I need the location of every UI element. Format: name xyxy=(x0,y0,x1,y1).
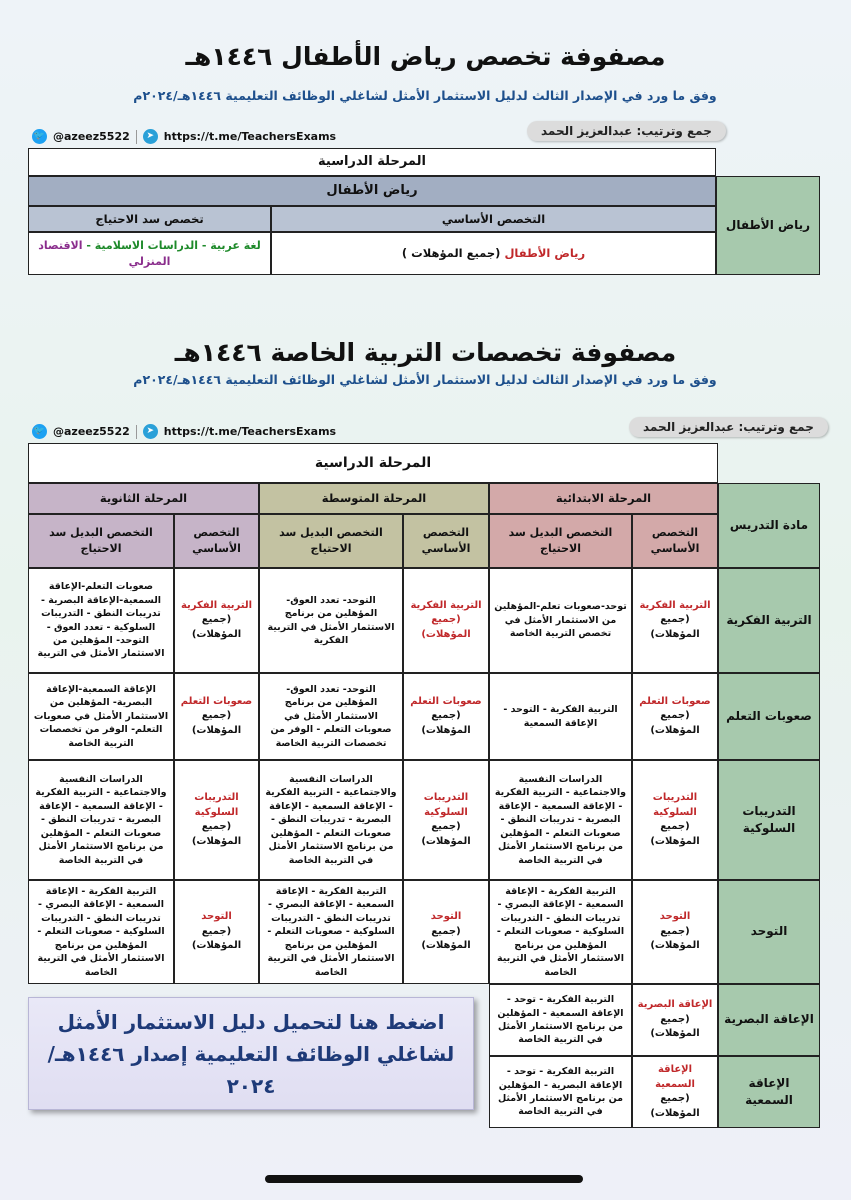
secondary-col-basic: التخصص الأساسي xyxy=(174,514,259,568)
sped-credit: جمع وترتيب: عبدالعزيز الحمد xyxy=(629,417,828,437)
telegram-link[interactable]: https://t.me/TeachersExams xyxy=(163,425,337,438)
alt-cell: التربية الفكرية - الإعاقة السمعية - الإعاقة البصري - تدريبات النطق - التدريبات السلوكية - صعوبات التعلم - المؤهلين من برنامج الاستثمار الأمثل في التربية الخاصة xyxy=(489,880,632,984)
alt-cell: التوحد- تعدد العوق- المؤهلين من برنامج الاستثمار الأمثل في صعوبات التعلم - الوفر من تخصصات التربية الخاصة xyxy=(259,673,403,760)
alt-cell: التربية الفكرية - توحد - الإعاقة السمعية - المؤهلين من برنامج الاستثمار الأمثل في التربية الخاصة xyxy=(489,984,632,1056)
basic-rest: (جميع المؤهلات) xyxy=(650,710,700,736)
alt-cell: الدراسات النفسية والاجتماعية - التربية الفكرية - الإعاقة السمعية - الإعاقة البصرية - تدريبات النطق - صعوبات التعلم - المؤهلين من برنامج الاستثمار الأمثل في التربية الخاصة xyxy=(259,760,403,880)
kg-col-basic: التخصص الأساسي xyxy=(271,206,716,232)
alt-cell: الإعاقة السمعية-الإعاقة البصرية- المؤهلين من الاستثمار الأمثل في صعوبات التعلم- الوفر من تخصصات التربية الخاصة xyxy=(28,673,174,760)
basic-cell xyxy=(403,673,489,760)
basic-cell xyxy=(403,760,489,880)
middle-col-alt: التخصص البديل سد الاحتياج xyxy=(259,514,403,568)
kg-basic-main: رياض الأطفال xyxy=(504,246,586,261)
kg-need-purple: الاقتصاد المنزلي xyxy=(38,238,171,268)
kg-col-need: تخصص سد الاحتياج xyxy=(28,206,271,232)
basic-rest: (جميع المؤهلات) xyxy=(191,614,242,640)
basic-rest: (جميع المؤهلات) xyxy=(191,925,242,952)
basic-cell xyxy=(403,880,489,984)
twitter-handle[interactable]: @azeez5522 xyxy=(53,425,130,438)
telegram-icon: ➤ xyxy=(143,129,158,144)
subject-cell: الإعاقة السمعية xyxy=(718,1056,820,1128)
subject-header: مادة التدريس xyxy=(718,483,820,568)
twitter-handle[interactable]: @azeez5522 xyxy=(53,130,130,143)
alt-cell: الدراسات النفسية والاجتماعية - التربية الفكرية - الإعاقة السمعية - الإعاقة البصرية - تدريبات النطق - صعوبات التعلم - المؤهلين من برنامج الاستثمار الأمثل في التربية الخاصة xyxy=(489,760,632,880)
telegram-link[interactable]: https://t.me/TeachersExams xyxy=(163,130,337,143)
basic-cell xyxy=(174,880,259,984)
basic-rest: (جميع المؤهلات) xyxy=(421,710,471,736)
basic-red: الإعاقة السمعية xyxy=(655,1064,695,1090)
kg-subject: رياض الأطفال xyxy=(716,176,820,275)
alt-cell: التربية الفكرية - الإعاقة السمعية - الإعاقة البصري - تدريبات النطق - التدريبات السلوكية - صعوبات التعلم - المؤهلين من برنامج الاستثمار الأمثل في التربية الخاصة xyxy=(28,880,174,984)
kg-basic-all: (جميع المؤهلات ) xyxy=(401,246,501,261)
twitter-icon: 🐦 xyxy=(32,129,47,144)
basic-cell xyxy=(174,760,259,880)
alt-cell: التربية الفكرية - الإعاقة السمعية - الإعاقة البصري - تدريبات النطق - التدريبات السلوكية - صعوبات التعلم - المؤهلين من برنامج الاستثمار الأمثل في التربية الخاصة xyxy=(259,880,403,984)
subject-cell: صعوبات التعلم xyxy=(718,673,820,760)
telegram-icon: ➤ xyxy=(143,424,158,439)
basic-cell xyxy=(632,880,718,984)
basic-rest: (جميع المؤهلات) xyxy=(650,821,700,847)
subject-cell: التدريبات السلوكية xyxy=(718,760,820,880)
basic-red: التوحد xyxy=(201,911,232,923)
basic-red: التربية الفكرية xyxy=(639,599,711,611)
alt-cell: التربية الفكرية - توحد - الإعاقة البصرية - المؤهلين من برنامج الاستثمار الأمثل في التربية الخاصة xyxy=(489,1056,632,1128)
kg-basic-cell xyxy=(271,232,716,275)
alt-cell: صعوبات التعلم-الإعاقة السمعية-الإعاقة البصرية - تدريبات النطق - التدريبات السلوكية - تعدد العوق - التوحد- المؤهلين من الاستثمار الأمثل في التربية xyxy=(28,568,174,673)
basic-cell xyxy=(632,568,718,673)
home-indicator[interactable] xyxy=(265,1175,583,1183)
basic-cell xyxy=(632,760,718,880)
alt-cell: توحد-صعوبات تعلم-المؤهلين من الاستثمار الأمثل في تخصص التربية الخاصة xyxy=(489,568,632,673)
kg-stage-name: رياض الأطفال xyxy=(28,176,716,206)
subject-cell: الإعاقة البصرية xyxy=(718,984,820,1056)
basic-cell xyxy=(174,673,259,760)
divider xyxy=(136,130,137,144)
basic-red: التوحد xyxy=(430,911,462,923)
sped-stage-header: المرحلة الدراسية xyxy=(28,443,718,483)
kg-stage-header: المرحلة الدراسية xyxy=(28,148,716,176)
primary-col-alt: التخصص البديل سد الاحتياج xyxy=(489,514,632,568)
kg-subtitle: وفق ما ورد في الإصدار الثالث لدليل الاستثمار الأمثل لشاغلي الوظائف التعليمية ١٤٤٦هـ/٢٠٢٤م xyxy=(133,88,717,103)
kg-credit: جمع وترتيب: عبدالعزيز الحمد xyxy=(527,121,726,141)
middle-col-basic: التخصص الأساسي xyxy=(403,514,489,568)
basic-cell xyxy=(632,984,718,1056)
basic-red: صعوبات التعلم xyxy=(639,695,711,707)
stage-secondary: المرحلة الثانوية xyxy=(28,483,259,514)
basic-red: التدريبات السلوكية xyxy=(652,792,698,818)
alt-cell: التربية الفكرية - التوحد - الإعاقة السمعية xyxy=(489,673,632,760)
sped-title: مصفوفة تخصصات التربية الخاصة ١٤٤٦هـ xyxy=(174,338,677,367)
basic-red: التوحد xyxy=(659,911,691,923)
basic-rest: (جميع المؤهلات) xyxy=(421,821,471,847)
basic-rest: (جميع المؤهلات) xyxy=(191,710,242,736)
basic-rest: (جميع المؤهلات) xyxy=(421,925,471,952)
basic-red: الإعاقة البصرية xyxy=(637,999,713,1011)
basic-rest: (جميع المؤهلات) xyxy=(650,614,700,640)
basic-rest: (جميع المؤهلات) xyxy=(650,1093,700,1119)
sped-social-links xyxy=(32,424,336,439)
basic-red: التدريبات السلوكية xyxy=(423,792,469,818)
kg-need-cell xyxy=(28,232,271,275)
basic-rest: (جميع المؤهلات) xyxy=(650,1013,700,1040)
basic-red: التدريبات السلوكية xyxy=(194,792,239,818)
stage-middle: المرحلة المتوسطة xyxy=(259,483,489,514)
basic-red: صعوبات التعلم xyxy=(180,695,253,707)
basic-rest: (جميع المؤهلات) xyxy=(191,821,242,847)
kg-social-links xyxy=(32,129,336,144)
stage-primary: المرحلة الابتدائية xyxy=(489,483,718,514)
download-guide-button[interactable]: اضغط هنا لتحميل دليل الاستثمار الأمثل لشاغلي الوظائف التعليمية إصدار ١٤٤٦هـ/٢٠٢٤ xyxy=(28,997,474,1110)
basic-red: صعوبات التعلم xyxy=(410,695,482,707)
kg-need-green: لغة عربية - الدراسات الاسلامية - xyxy=(82,238,261,252)
alt-cell: التوحد- تعدد العوق- المؤهلين من برنامج الاستثمار الأمثل في التربية الفكرية xyxy=(259,568,403,673)
alt-cell: الدراسات النفسية والاجتماعية - التربية الفكرية - الإعاقة السمعية - الإعاقة البصرية - تدريبات النطق - صعوبات التعلم - المؤهلين من برنامج الاستثمار الأمثل في التربية الخاصة xyxy=(28,760,174,880)
basic-red: التربية الفكرية xyxy=(180,599,253,611)
primary-col-basic: التخصص الأساسي xyxy=(632,514,718,568)
kg-title: مصفوفة تخصص رياض الأطفال ١٤٤٦هـ xyxy=(185,42,666,71)
basic-cell xyxy=(632,673,718,760)
sped-subtitle: وفق ما ورد في الإصدار الثالث لدليل الاستثمار الأمثل لشاغلي الوظائف التعليمية ١٤٤٦هـ/٢٠٢٤م xyxy=(133,372,717,387)
basic-cell xyxy=(403,568,489,673)
basic-cell xyxy=(632,1056,718,1128)
basic-red: التربية الفكرية (جميع المؤهلات) xyxy=(410,599,482,640)
secondary-col-alt: التخصص البديل سد الاحتياج xyxy=(28,514,174,568)
basic-cell xyxy=(174,568,259,673)
subject-cell: التوحد xyxy=(718,880,820,984)
divider xyxy=(136,425,137,439)
subject-cell: التربية الفكرية xyxy=(718,568,820,673)
twitter-icon: 🐦 xyxy=(32,424,47,439)
basic-rest: (جميع المؤهلات) xyxy=(650,925,700,952)
